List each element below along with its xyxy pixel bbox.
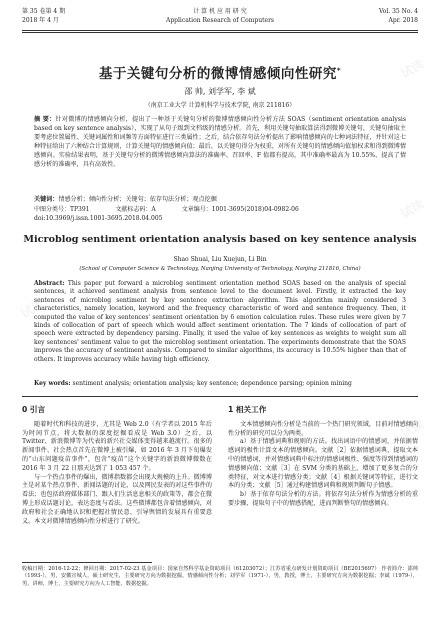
watermark: 试读 — [398, 196, 427, 221]
header-right — [379, 8, 418, 25]
section-0-heading: 0 引言 — [22, 405, 46, 414]
watermark: 试读 — [398, 416, 427, 441]
paper-title — [22, 62, 418, 82]
header-volume-cn: 第 35 卷第 4 期 — [22, 8, 66, 15]
header-date-en: Apr. 2018 — [388, 16, 418, 24]
column-right — [228, 404, 418, 509]
affiliation-en: (School of Computer Science & Technology, Nanjing University of Technology, Nanjing 211816, China) — [79, 266, 361, 272]
paper-title-text: 基于关键句分析的微博情感倾向性研究 — [98, 66, 337, 82]
keywords-cn — [34, 196, 406, 205]
column-left — [22, 404, 212, 526]
header-center — [22, 8, 418, 25]
keywords-label-cn: 关键词： — [34, 196, 59, 203]
abstract-text-en: This paper put forward a microblog sentiment orientation method SOAS based on the analysis of special sentences, it achieved sentiment analysis from sentence level to the document level. Firstly, it extracted the key sentences of microblog sentiment by key sentence extraction algorithm. This algorithm mainly considered 3 characteristics, namely location, keyword and the frequency characteristic of word and sentence frequency. Then, it computed the value of key sentences' sentiment orientation by 6 emotion calculation rules. These rules were given by 7 kinds of collocation of part of speech which would affect sentiment orientation. The 7 kinds of collocation of part of speech were extracted by dependency parsing. Finally, it used the value of key sentences as weights to weight sum all key sentences' sentiment value to get the microblog sentiment orientation. The experiments demonstrate that the SOAS improves the accuracy of sentiment analysis. Compared to similar algorithms, its accuracy is 10.55% higher than that of others. It improves accuracy while having high efficiency. — [34, 280, 406, 363]
abstract-text-cn: 针对微博的情感倾向分析，提出了一种基于关键句分析的微博情感倾向性分析方法 SOAS（sentiment orientation analysis based on key sentence analysis），实现了从句子级到文档级的情感分析。首先，利用关键句抽取算法得到微博关键句，关键句抽取主要考虑位置属性、关键词属性和词频等方面特征进行三类属性；之后，结合依存句法分析提出了影响情感倾向的七种词法特征，并针对这七种特征给出了六种结合计算规则，计算关键句的情感倾向值；最后，以关键句得分为权重，对所有关键句的情感倾向值加权求和得到微博情感倾向。实验结果表明，基于关键句分析的微博情感倾向算法的准确率、召回率、F 值都有提高，其中准确率最高为 10.55%，提高了情感分析的准确率，具有高效性。 — [34, 116, 406, 168]
watermark: 试读 — [398, 56, 427, 81]
paper-title-en: Microblog sentiment orientation analysis based on key sentence analysis — [23, 234, 417, 245]
keywords-text-cn: 情感分析；倾向性分析；关键句；依存句法分析；观点挖掘 — [58, 196, 217, 203]
footnote: 收稿日期：2016-12-22；修回日期：2017-02-23 基金项目：国家自然科学基金资助项目（61203072）；江苏省重点研发计划资助项目（BE2015697） 作者简介：邵帅（1993-），男，安徽宣城人，硕士研究生，主要研究方向为数据挖掘、情感倾向性分析；刘学军（1971-），男，教授，博士，主要研究方向为数据挖掘；李斌（1979-），男，讲师，博士，主要研究方向为人工智能、数据挖掘。 — [22, 566, 418, 587]
title-footnote-mark: * — [336, 66, 342, 75]
keywords-text-en: sentiment analysis; orientation analysis; key sentence; dependence parsing; opinion mining — [72, 380, 352, 387]
abstract-label-cn: 摘 要： — [34, 116, 56, 123]
journal-name-en: Application Research of Computers — [165, 16, 275, 24]
affiliation-cn: （南京工业大学 计算机科学与技术学院, 南京 211816） — [144, 102, 296, 109]
header-volume-en: Vol. 35 No. 4 — [378, 8, 418, 15]
keywords-en — [34, 380, 406, 388]
clc-number: 中图分类号：TP391 — [34, 206, 90, 213]
footnote-rule — [22, 562, 152, 563]
section-1-paragraph-3: b）基于依存句法分析的方法。将依存句法分析作为情感分析的重要步骤，提取句子中的情感搭配，进而判断整句的情感倾向。 — [228, 491, 418, 507]
keywords-label-en: Key words: — [34, 380, 71, 387]
header-rule — [22, 30, 418, 31]
article-meta — [34, 206, 406, 215]
abstract-cn — [34, 116, 406, 169]
header-date-cn: 2018 年 4 月 — [22, 16, 59, 24]
journal-name-cn: 计 算 机 应 用 研 究 — [193, 8, 247, 15]
authors-cn: 邵 帅, 刘学军, 李 斌 — [184, 87, 256, 96]
abstract-label-en: Abstract: — [34, 280, 65, 287]
section-0-paragraph-1: 随着时代和科技的进步，尤其是 Web 2.0（有学者以 2015 年后为时间节点，将大数据的深度挖掘看成是 Web 3.0）之后，以 Twitter、新浪微博等为代表的新兴社交媒体变得越来越流行。很多的新闻事件、社会热点首先在微博上被引爆，如 2016 年 3 月下旬爆发的“山东问题疫苗事件”，包含“疫苗”这个关键字的新浪微博微数在 2016 年 3 月 22 日那天达到了 1 053 457 个。 — [22, 420, 212, 472]
section-1-paragraph-1: 文本情感倾向性分析是当前的一个热门研究领域，目前对情感倾向性分析的研究可以分为两类。 — [228, 420, 418, 437]
watermark: 试读 — [18, 296, 47, 321]
header-rule-thin — [22, 32, 418, 33]
section-divider — [22, 396, 418, 397]
article-number: 文章编号：1001-3695(2018)04-0982-06 — [181, 206, 299, 213]
section-1-heading: 1 相关工作 — [228, 405, 267, 414]
abstract-en — [34, 280, 406, 364]
section-0-paragraph-2: 与一个热点事件的爆出，微博指数都会出现大规模的上升。微博博主是对某个热点事件、新闻话题的讨论，以及网民发表的对这些事件的看法；也包括政府媒体部门、跟人们生活息息相关的政策等，都会在微博上形成话题讨论，表达态度与看法。这些微博都包含着情感倾向，对政府和社会正确地认识和把握社情民意、引导舆情的发展具有重要意义。本文对微博情感倾向性分析进行了研究。 — [22, 473, 212, 525]
doi-line: doi:10.3969/j.issn.1001-3695.2018.04.005 — [34, 215, 163, 222]
authors-en: Shao Shuai, Liu Xuejun, Li Bin — [173, 256, 267, 263]
document-code: 文献标志码：A — [115, 206, 156, 213]
section-1-paragraph-2: a）基于情感词典和规则的方法。找出词语中的情感词，并依据情感词的极性计算文本的情感倾向。文献［2］依据情感词典，提取文本中的情感词，并对情感词典中标注的情感词极性、强度等得到情感词的情感倾向值；文献［3］在 SVM 分类的基础上，增加了更多复合的分类特征，对文本进行情感分类；文献［4］根据关键词等特征，进行文本的分类；文献［5］通过构建情感词典和规则判断句子情感。 — [228, 438, 418, 490]
